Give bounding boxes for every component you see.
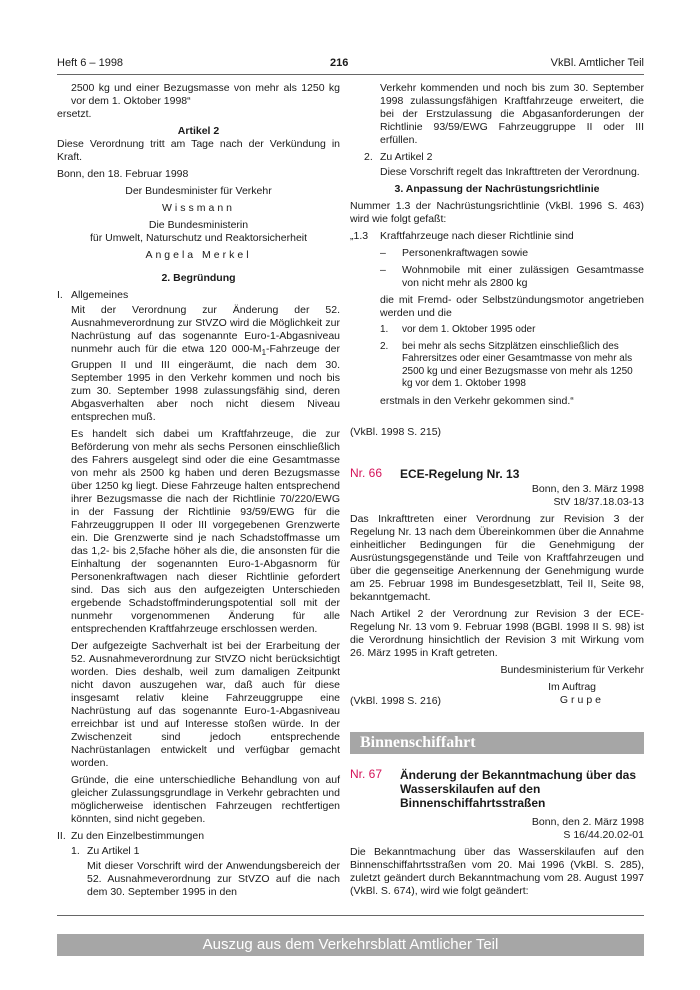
dash-item-1 <box>380 247 644 260</box>
section-2-marker: II. <box>57 830 66 843</box>
nr-66-number: Nr. 66 <box>350 465 383 480</box>
minister-title-2b: für Umwelt, Naturschutz und Reaktorsicherheit <box>89 232 308 244</box>
paragraph-1-b: -Fahrzeuge der Gruppen II und III eingeräumt, die nach dem 30. September 1995 in den Verkehr kommen und noch bis zum 30. September 1998 zulassungsfähig sind, deren Abgasverhalten aber noch nicht diesem Niveau entsprechen muß. <box>71 343 340 424</box>
item-1-text: Mit dieser Vorschrift wird der Anwendungsbereich der 52. Ausnahmeverordnung zur StVZO auf die nach dem 30. September 1995 in den <box>87 860 340 899</box>
item-1-marker: 1. <box>71 845 80 858</box>
dash-marker-1: – <box>380 247 386 259</box>
nr-66-signature-authority: Bundesministerium für Verkehr <box>500 663 644 676</box>
minister-name-1: Wissmann <box>161 202 235 214</box>
minister-name-2: Angela Merkel <box>145 249 252 261</box>
quote-end: erstmals in den Verkehr gekommen sind.“ <box>380 394 574 407</box>
num-item-2 <box>380 341 644 391</box>
nr-66-paragraph-2: Nach Artikel 2 der Verordnung zur Revision 3 der ECE-Regelung Nr. 13 vom 9. Februar 1998 (BGBl. 1998 II S. 98) ist die Verordnung hinsichtlich der Revision 3 mit Wirkung vom 26. März 1995 in Kraft getreten. <box>350 607 644 659</box>
nr-67-heading <box>350 768 644 810</box>
dash-item-2 <box>380 264 644 290</box>
continued-text: 2500 kg und einer Bezugsmasse von mehr als 1250 kg vor dem 1. Oktober 1998“ <box>71 82 340 107</box>
dash-marker-2: – <box>380 264 386 276</box>
num-marker-1: 1. <box>380 324 389 335</box>
header-publication: VkBl. Amtlicher Teil <box>550 57 644 69</box>
paragraph-4: Gründe, die eine unterschiedliche Behandlung von auf gleicher Zulassungsgrundlage in Verkehr gebrachten und möglicherweise identischen Fahrzeugen rechtfertigen könnten, sind nicht gegeben. <box>71 774 340 826</box>
paragraph-1-a: Mit der Verordnung zur Änderung der 52. Ausnahmeverordnung zur StVZO wird die Möglichkeit zur Nachrüstung auf das sogenannte Euro-1-Abgasniveau nunmehr auch für die etwa 120 000-M <box>71 304 340 355</box>
reference-1: (VkBl. 1998 S. 215) <box>350 425 442 438</box>
header-issue: Heft 6 – 1998 <box>57 57 124 69</box>
num-item-1-text: vor dem 1. Oktober 1995 oder <box>402 324 536 335</box>
left-column <box>57 82 340 899</box>
num-item-2-text: bei mehr als sechs Sitzplätzen einschließlich des Fahrersitzes oder einer Gesamtmasse von mehr als 2500 kg und einer Bezugsmasse von mehr als 1250 kg vor dem 1. Oktober 1998 <box>402 340 633 389</box>
nr-67-date: Bonn, den 2. März 1998 <box>531 815 644 828</box>
nr-66-signature-name: Grupe <box>559 693 604 706</box>
nr-67-number: Nr. 67 <box>350 766 383 781</box>
section-banner-binnenschiffahrt: Binnenschiffahrt <box>350 732 644 754</box>
signature-date: Bonn, den 18. Februar 1998 <box>57 168 189 180</box>
quote-text: Kraftfahrzeuge nach dieser Richtlinie sind <box>380 230 574 242</box>
anpassung-intro: Nummer 1.3 der Nachrüstungsrichtlinie (VkBl. 1996 S. 463) wird wie folgt gefaßt: <box>350 200 644 225</box>
paragraph-1 <box>57 304 340 424</box>
right-column <box>350 82 644 898</box>
section-2-heading <box>57 830 340 843</box>
item-2-text: Diese Vorschrift regelt das Inkrafttreten der Verordnung. <box>380 166 640 178</box>
paragraph-2: Es handelt sich dabei um Kraftfahrzeuge, die zur Beförderung von mehr als sechs Personen einschließlich des Fahrers ausgelegt sind oder die eine Gesamtmasse von mehr als 2500 kg haben und deren Bezugsmasse über 1250 kg liegt. Diese Fahrzeuge halten entsprechend ihrer Bezugsmasse die nach der Richtlinie 70/220/EWG in der Fassung der Richtlinie 93/59/EWG für die Fahrzeuggruppen II oder III vorgegebenen Grenzwerte ein. Die Grenzwerte sind je nach Schadstoffmasse um das 1,2- bis 2,5fache höher als die, die ansonsten für die Einhaltung der sogenannten Euro-1-Abgasnorm für Personenkraftwagen nach dieser Richtlinie gefordert sind. Das sich aus den aufgezeigten Unterschieden ergebende Schadstoffminderungspotential soll mit der nunmehr vorgenommenen Änderung für alle entsprechenden Kraftfahrzeuge erschlossen werden. <box>71 428 340 636</box>
nr-66-title: ECE-Regelung Nr. 13 <box>400 466 520 481</box>
footer-banner: Auszug aus dem Verkehrsblatt Amtlicher Teil <box>57 934 644 956</box>
minister-title-2a: Die Bundesministerin <box>148 219 249 231</box>
anpassung-heading: 3. Anpassung der Nachrüstungsrichtlinie <box>394 183 600 195</box>
paragraph-1-subscript: 1 <box>261 348 267 358</box>
nr-67-title: Änderung der Bekanntmachung über das Wasserskilaufen auf den Binnenschiffahrtsstraßen <box>400 767 637 810</box>
item-2-heading <box>364 151 644 164</box>
nr-66-code: StV 18/37.18.03-13 <box>553 495 644 508</box>
dash-item-1-text: Personenkraftwagen sowie <box>402 247 529 259</box>
num-marker-2: 2. <box>380 340 389 352</box>
quote-middle: die mit Fremd- oder Selbstzündungsmotor angetrieben werden und die <box>380 294 644 319</box>
nr-67-paragraph-1: Die Bekanntmachung über das Wasserskilaufen auf den Binnenschiffahrtsstraßen vom 20. Mai 1996 (VkBl. S. 285), zuletzt geändert durch Bekanntmachung vom 28. August 1997 (VkBl. S. 674), wird wie folgt geändert: <box>350 845 644 897</box>
nr-67-code: S 16/44.20.02-01 <box>563 828 644 841</box>
nr-66-heading <box>350 467 644 481</box>
quote-1-3 <box>350 230 644 408</box>
ersetzt-text: ersetzt. <box>57 108 92 120</box>
nr-66-date: Bonn, den 3. März 1998 <box>531 482 644 495</box>
begruendung-heading: 2. Begründung <box>161 272 236 284</box>
reference-2: (VkBl. 1998 S. 216) <box>350 694 442 707</box>
dash-item-2-text: Wohnmobile mit einer zulässigen Gesamtmasse von nicht mehr als 2800 kg <box>402 264 644 289</box>
section-1-title: Allgemeines <box>71 289 129 301</box>
footer-rule <box>57 915 644 916</box>
item-1-heading <box>71 845 340 858</box>
article-2-text: Diese Verordnung tritt am Tage nach der Verkündung in Kraft. <box>57 138 340 163</box>
section-1-heading <box>57 289 340 302</box>
nr-66-signature-im-auftrag: Im Auftrag <box>548 680 596 693</box>
item-1 <box>57 845 340 899</box>
item-1-title: Zu Artikel 1 <box>87 845 140 858</box>
item-2 <box>350 151 644 179</box>
page-number: 216 <box>330 57 349 69</box>
header-rule <box>57 74 644 75</box>
paragraph-3: Der aufgezeigte Sachverhalt ist bei der Erarbeitung der 52. Ausnahmeverordnung zur StVZO nicht berücksichtigt worden. Dies deshalb, weil zum damaligen Zeitpunkt nicht davon auszugehen war, daß auch für diese insgesamt relativ kleine Fahrzeuggruppe eine Nachrüstung auf das sogenannte Euro-1-Abgasniveau erreichbar ist und auf Interesse stoßen würde. In der Zwischenzeit sind jedoch entsprechende Nachrüstanlagen entwickelt und verfügbar gemacht worden. <box>71 640 340 770</box>
quote-marker: „1.3 <box>350 230 369 242</box>
item-2-marker: 2. <box>364 151 373 163</box>
nr-66-paragraph-1: Das Inkrafttreten einer Verordnung zur Revision 3 der Regelung Nr. 13 nach dem Übereinkommen über die Annahme einheitlicher Bedingungen für die Genehmigung der Ausrüstungsgegenstände und Teile von Kraftfahrzeugen und über die gegenseitige Anerkennung der Genehmigung wurde am 25. Februar 1998 im Bundesgesetzblatt, Teil II, Seite 98, bekanntgemacht. <box>350 512 644 603</box>
item-2-title: Zu Artikel 2 <box>380 151 433 163</box>
section-1-marker: I. <box>57 289 63 301</box>
article-2-heading: Artikel 2 <box>177 125 220 137</box>
item-1-text-continued: Verkehr kommenden und noch bis zum 30. September 1998 zulassungsfähigen Kraftfahrzeuge erweitert, die bei der Erstzulassung die Abgasanforderungen der Richtlinie 93/59/EWG Fahrzeuggruppe II oder III erfüllen. <box>380 82 644 146</box>
num-item-1 <box>380 324 644 337</box>
section-2-title: Zu den Einzelbestimmungen <box>71 830 205 843</box>
minister-title-1: Der Bundesminister für Verkehr <box>125 185 272 197</box>
